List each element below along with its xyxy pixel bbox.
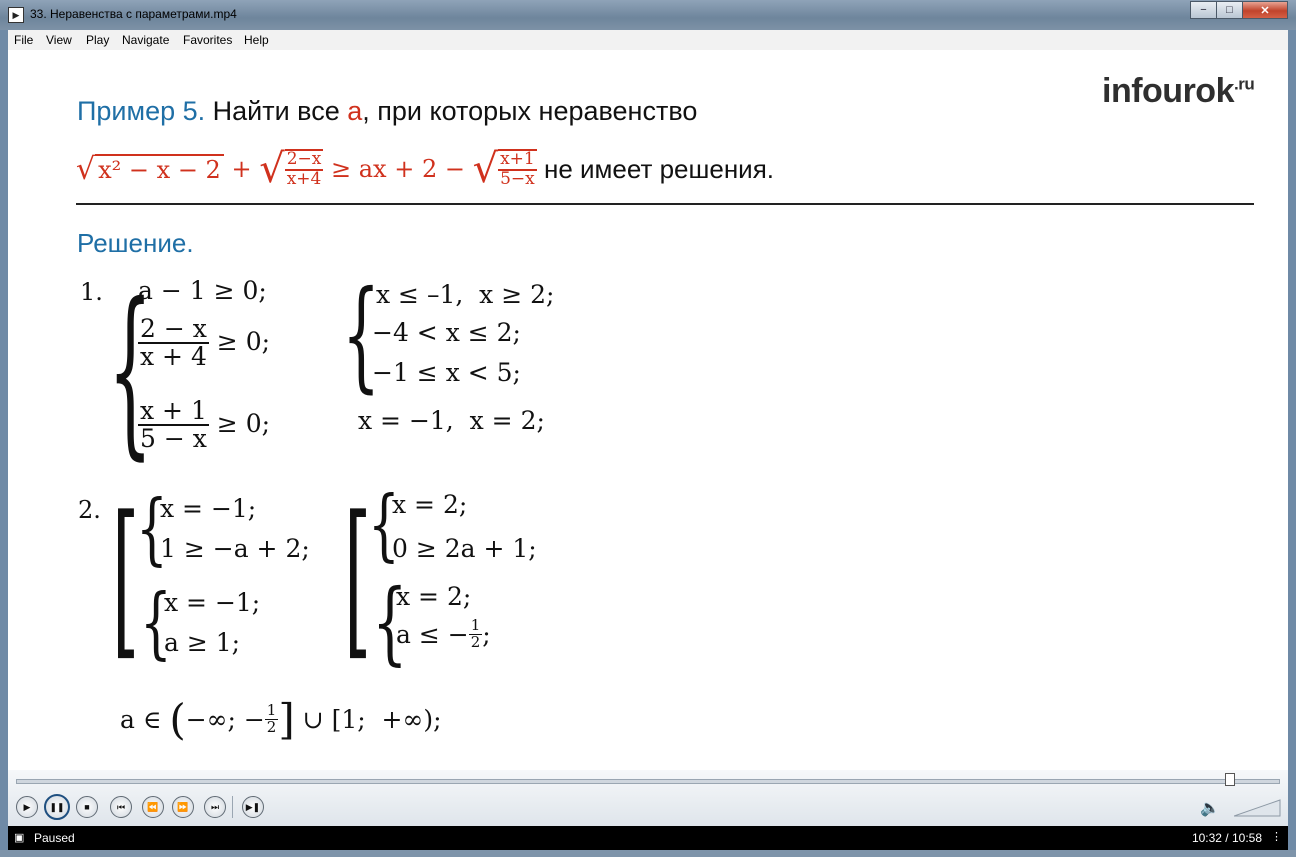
fraction-denominator: 2 [266, 717, 277, 736]
answer-a-in: a ∈ [120, 704, 170, 734]
union-bracket-2: [ [344, 480, 372, 677]
fraction-numerator: 1 [266, 700, 277, 719]
window-title: 33. Неравенства с параметрами.mp4 [30, 7, 237, 21]
inequality-line [76, 138, 774, 200]
resize-grip-icon[interactable]: ⋮ [1271, 831, 1282, 843]
volume-icon[interactable]: 🔈 [1200, 800, 1220, 817]
fraction-numerator: 2 − x [140, 314, 207, 343]
window-frame-bottom [0, 850, 1296, 857]
menu-navigate[interactable]: Navigate [122, 33, 170, 47]
union-bracket-1: [ [112, 480, 140, 677]
radicand-1: x² − x − 2 [95, 154, 224, 184]
case-d-line-2 [396, 618, 491, 651]
pause-button[interactable]: ❚❚ [44, 794, 70, 820]
system-1-line-2 [138, 316, 270, 371]
case-d-line-1: x = 2; [396, 582, 472, 611]
system-1-line-3 [138, 398, 270, 453]
result-1-line-1: x ≤ –1, x ≥ 2; [376, 280, 555, 309]
radicand-fraction-1 [285, 149, 324, 189]
fraction-denominator: 2 [470, 632, 481, 651]
seek-bar[interactable] [16, 779, 1280, 784]
radicand-fraction-2 [498, 149, 537, 189]
previous-button[interactable]: ⏮ [110, 796, 132, 818]
example-label: Пример 5. [77, 96, 206, 126]
system-brace-1: { [108, 264, 153, 478]
problem-text-1: Найти все [205, 96, 348, 126]
menu-bar [8, 30, 1288, 51]
system-brace-5: { [368, 480, 400, 570]
fraction-2 [138, 398, 209, 453]
ge-zero: ≥ 0; [208, 326, 271, 356]
problem-text-2: , при которых неравенство [362, 96, 698, 126]
result-1-line-2: −4 < x ≤ 2; [372, 318, 521, 347]
status-bar [8, 826, 1288, 850]
sqrt-sign-2: √ [259, 146, 285, 192]
plus-sign: + [223, 155, 260, 183]
final-answer [120, 696, 442, 742]
problem-line-1 [77, 96, 697, 127]
volume-slider[interactable] [1234, 798, 1282, 818]
stop-button[interactable]: ■ [76, 796, 98, 818]
control-divider [232, 796, 233, 818]
window-controls [1191, 1, 1288, 20]
status-icon: ▣ [14, 832, 25, 844]
system-brace-4: { [140, 578, 172, 668]
play-button[interactable]: ▶ [16, 796, 38, 818]
menu-play[interactable]: Play [86, 33, 110, 47]
fraction-numerator: 1 [470, 616, 481, 634]
fraction-denominator: 5−x [500, 169, 535, 189]
frame-step-button[interactable]: ▶❚ [242, 796, 264, 818]
logo-suffix: .ru [1233, 74, 1255, 94]
player-controls [8, 770, 1288, 826]
case-a-line-1: x = −1; [160, 494, 257, 523]
case-c-line-1: x = 2; [392, 490, 468, 519]
minus-infinity: −∞; − [185, 704, 265, 734]
next-button[interactable]: ⏭ [204, 796, 226, 818]
logo-text: infourok [1102, 72, 1234, 110]
fraction-denominator: x+4 [286, 169, 322, 189]
case-a-line-2: 1 ≥ −a + 2; [160, 534, 310, 563]
divider-line [76, 203, 1254, 205]
step-2-number: 2. [78, 496, 101, 524]
no-solution-text: не имеет решения. [536, 153, 775, 184]
app-icon: ▶ [8, 7, 24, 23]
seek-thumb[interactable] [1225, 773, 1235, 786]
case-c-line-2: 0 ≥ 2a + 1; [392, 534, 537, 563]
one-half-fraction [469, 618, 483, 651]
menu-favorites[interactable]: Favorites [183, 33, 233, 47]
time-display: 10:32 / 10:58 [1191, 831, 1262, 845]
fraction-numerator: 2−x [286, 149, 322, 170]
infourok-logo [1102, 72, 1254, 111]
fast-forward-button[interactable]: ⏩ [172, 796, 194, 818]
menu-view[interactable]: View [46, 33, 72, 47]
video-frame[interactable] [8, 50, 1288, 770]
semicolon: ; [482, 619, 491, 649]
param-a: a [347, 96, 363, 126]
sqrt-sign-1: √ [76, 151, 96, 187]
case-b-line-2: a ≥ 1; [164, 628, 241, 657]
a-le-minus: a ≤ − [396, 619, 469, 649]
fraction-1 [138, 316, 209, 371]
fraction-denominator: 5 − x [140, 424, 207, 454]
system-brace-6: { [372, 572, 408, 676]
system-brace-3: { [136, 484, 168, 574]
system-brace-2: { [342, 266, 381, 406]
solution-label: Решение. [77, 228, 194, 258]
answer-half-fraction [265, 700, 279, 736]
close-button[interactable]: ✕ [1242, 1, 1288, 19]
case-b-line-1: x = −1; [164, 588, 261, 617]
rewind-button[interactable]: ⏪ [142, 796, 164, 818]
ge-zero: ≥ 0; [208, 408, 271, 438]
maximize-button[interactable]: □ [1216, 1, 1243, 19]
left-paren: ( [169, 694, 186, 744]
sqrt-sign-3: √ [472, 146, 499, 192]
status-text: Paused [34, 831, 75, 845]
answer-rest: ∪ [1; +∞); [294, 704, 442, 734]
menu-file[interactable]: File [14, 33, 34, 47]
menu-help[interactable]: Help [244, 33, 269, 47]
fraction-denominator: x + 4 [140, 342, 207, 372]
system-1-line-1: a − 1 ≥ 0; [138, 276, 267, 305]
result-1-answer: x = −1, x = 2; [358, 406, 545, 435]
fraction-numerator: x + 1 [140, 396, 207, 425]
inequality-middle: ≥ ax + 2 − [323, 155, 473, 183]
title-bar [0, 0, 1296, 30]
minimize-button[interactable]: − [1190, 1, 1217, 19]
step-1-number: 1. [80, 278, 103, 306]
right-bracket: ] [278, 694, 295, 744]
fraction-numerator: x+1 [500, 149, 535, 170]
result-1-line-3: −1 ≤ x < 5; [372, 358, 521, 387]
